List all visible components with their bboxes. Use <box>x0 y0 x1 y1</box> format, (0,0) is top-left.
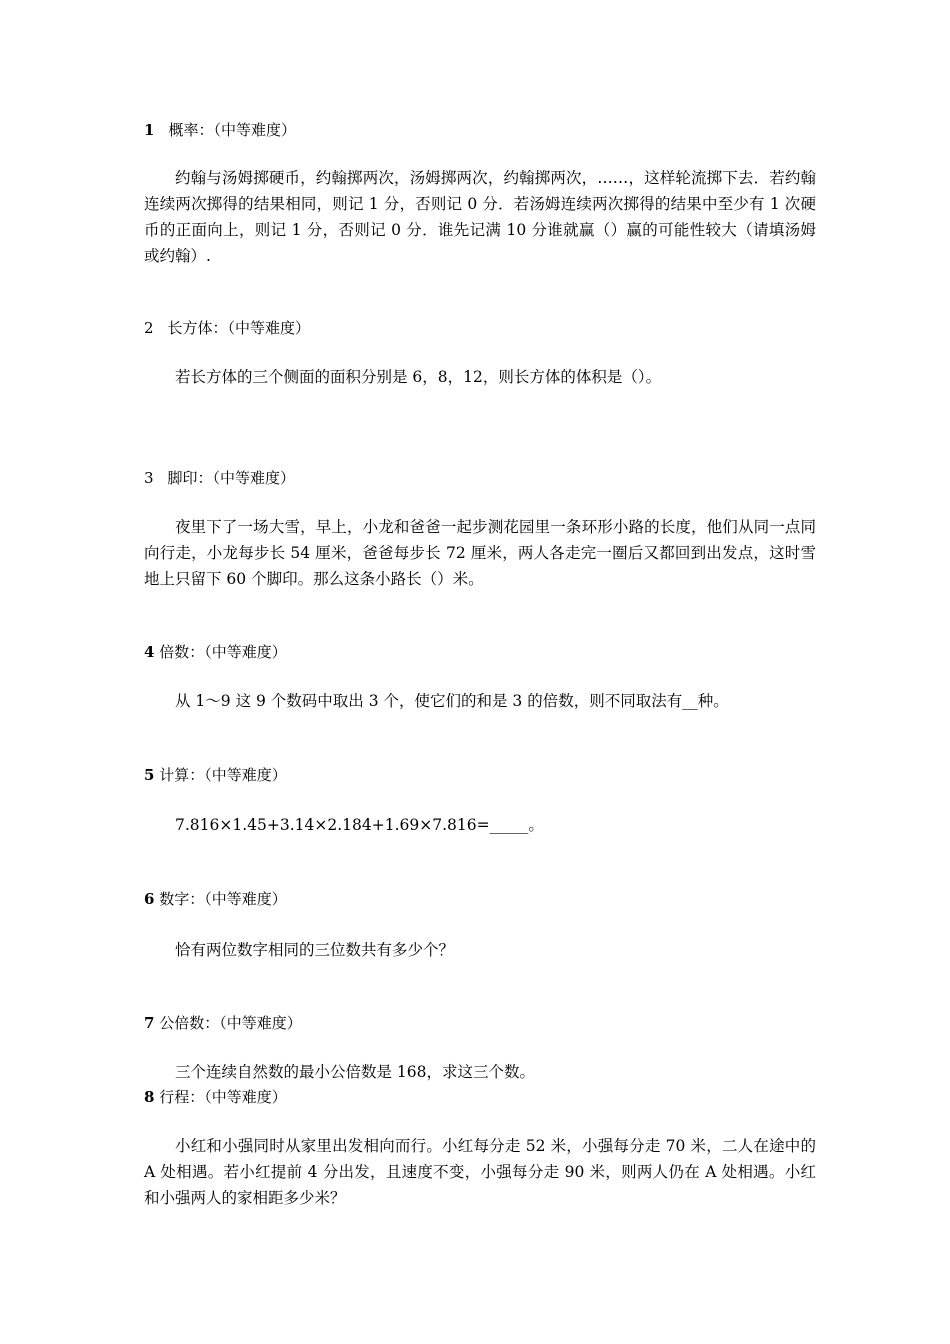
question-8-number: 8 <box>144 1088 155 1106</box>
question-5-body: 7.816×1.45+3.14×2.184+1.69×7.816=_____。 <box>175 816 544 834</box>
question-4-body: 从 1～9 这 9 个数码中取出 3 个，使它们的和是 3 的倍数，则不同取法有__种。 <box>175 692 729 710</box>
question-2-body: 若长方体的三个侧面的面积分别是 6，8，12，则长方体的体积是（）。 <box>175 368 662 386</box>
question-5-number: 5 <box>144 766 155 784</box>
question-8-title: 行程：（中等难度） <box>159 1088 287 1106</box>
question-6-number: 6 <box>144 890 155 908</box>
question-3-number: 3 <box>144 469 154 487</box>
question-7-heading <box>144 1013 302 1033</box>
question-2-heading <box>144 318 310 338</box>
question-6-body: 恰有两位数字相同的三位数共有多少个？ <box>175 941 455 959</box>
question-7-title: 公倍数：（中等难度） <box>159 1014 302 1032</box>
question-2-number: 2 <box>144 319 154 337</box>
question-8-body: 小红和小强同时从家里出发相向而行。小红每分走 52 米，小强每分走 70 米，二人在途中的 A 处相遇。若小红提前 4 分出发，且速度不变，小强每分走 90 米，则两人仍在 A 处相遇。小红和小强两人的家相距多少米？ <box>144 1137 816 1207</box>
question-5-title: 计算：（中等难度） <box>159 766 287 784</box>
question-1-number: 1 <box>144 121 155 139</box>
question-4-title: 倍数：（中等难度） <box>159 643 287 661</box>
question-6-title: 数字：（中等难度） <box>159 890 287 908</box>
question-3-body: 夜里下了一场大雪，早上，小龙和爸爸一起步测花园里一条环形小路的长度，他们从同一点同向行走，小龙每步长 54 厘米，爸爸每步长 72 厘米，两人各走完一圈后又都回到出发点，这时雪地上只留下 60 个脚印。那么这条小路长（）米。 <box>144 518 816 588</box>
question-8-heading <box>144 1087 287 1107</box>
question-7-body: 三个连续自然数的最小公倍数是 168，求这三个数。 <box>175 1063 536 1081</box>
question-4-number: 4 <box>144 643 155 661</box>
question-1-body: 约翰与汤姆掷硬币，约翰掷两次，汤姆掷两次，约翰掷两次，……，这样轮流掷下去．若约翰连续两次掷得的结果相同，则记 1 分，否则记 0 分．若汤姆连续两次掷得的结果中至少有 1 次硬币的正面向上，则记 1 分，否则记 0 分．谁先记满 10 分谁就赢（）赢的可能性较大（请填汤姆或约翰）. <box>144 169 816 265</box>
question-3-title: 脚印：（中等难度） <box>167 469 296 487</box>
question-4-heading <box>144 642 287 662</box>
question-5-heading <box>144 765 287 785</box>
question-1-title: 概率：（中等难度） <box>168 121 296 139</box>
question-2-title: 长方体：（中等难度） <box>167 319 311 337</box>
question-6-heading <box>144 889 287 909</box>
question-7-number: 7 <box>144 1014 155 1032</box>
question-3-heading <box>144 468 295 488</box>
question-1-heading <box>144 120 296 140</box>
